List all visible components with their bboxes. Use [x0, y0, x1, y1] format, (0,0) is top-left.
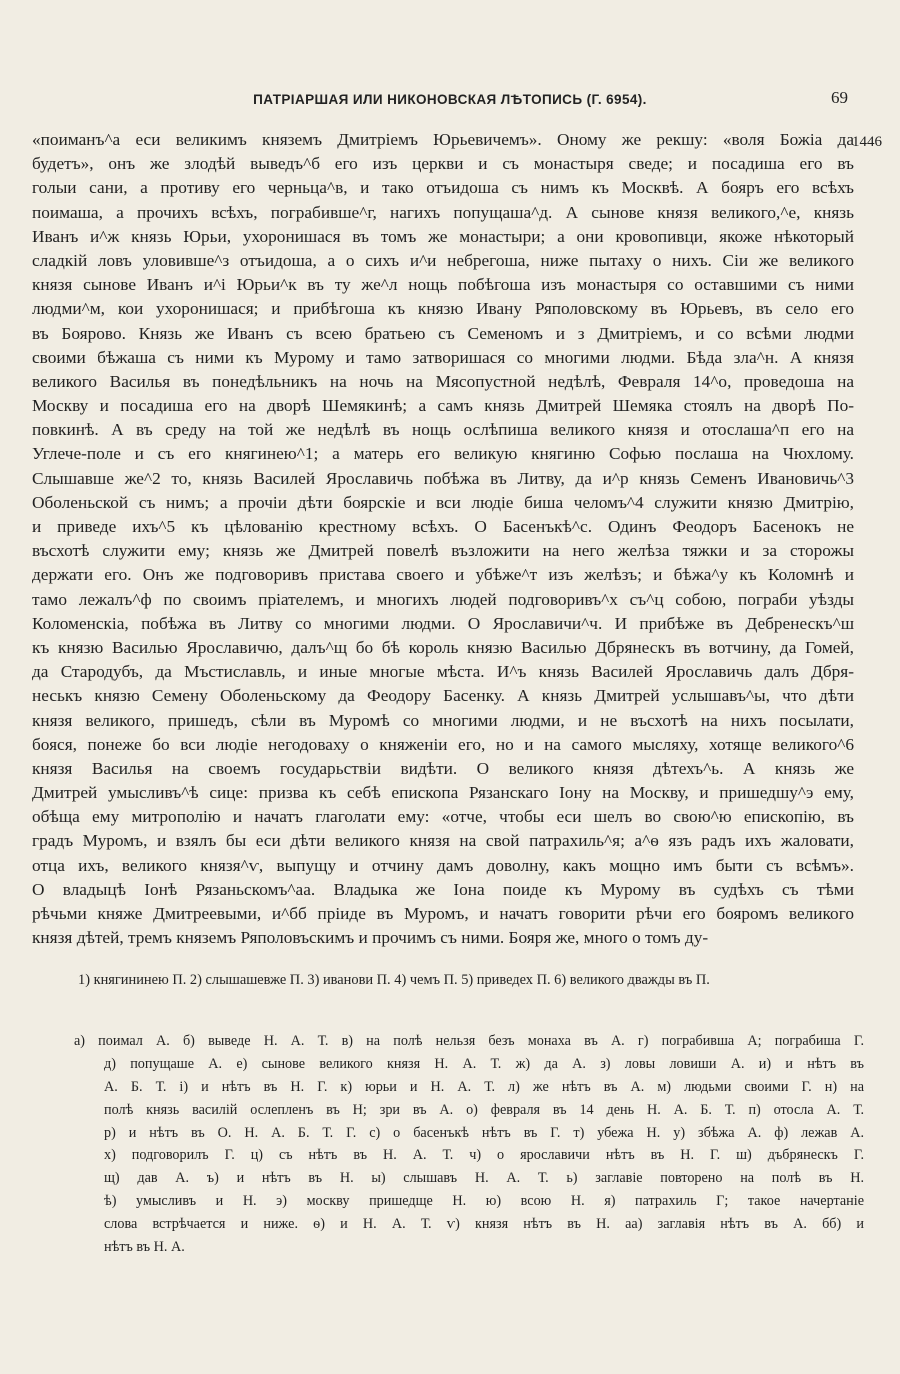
- text-line: Слышавше же^2 то, князь Василей Ярославичь побѣжа въ Литву, да и^р князь Семенъ Ивановичь^3: [32, 468, 854, 488]
- text-line: къ князю Василью Ярославичю, далъ^щ бо бѣ король князю Василью Дбрянескъ въ вотчину, да Гомей,: [32, 637, 854, 657]
- footnote-line: А. Б. Т. і) и нѣтъ въ Н. Г. к) юрьи и Н. А. Т. л) же нѣтъ въ А. м) людьми своими Г. н) на: [104, 1078, 864, 1095]
- text-line: повкинѣ. А въ среду на той же недѣлѣ въ нощь ослѣпиша великого князя и отослаша^п его на: [32, 420, 854, 440]
- text-line: князя сынове Иванъ и^і Юрьи^к въ ту же^л нощь побѣгоша изъ монастыря со оставшими съ ними: [32, 275, 854, 295]
- text-line: Иванъ и^ж князь Юрьи, ухоронишася въ томъ же монастыри; а они кровопивци, якоже нѣкоторый: [32, 226, 854, 246]
- text-line: держати его. Онъ же подговоривъ пристава своего и убѣже^т изъ желѣзъ; и бѣжа^у къ Коломнѣ и: [32, 565, 854, 585]
- page-header: [0, 88, 900, 118]
- text-line: князя великого, пришедъ, сѣли въ Муромѣ со многими людми, и не въсхотѣ на нихъ посылати,: [32, 710, 854, 730]
- footnote-line: полѣ князь василій ослепленъ въ Н; зри въ А. о) февраля въ 14 день Н. А. Б. Т. п) отосла А. Т.: [104, 1101, 864, 1118]
- chronicle-text: [32, 128, 854, 950]
- text-line: Углече-поле и съ его княгинею^1; а матерь его великую княгиню Софью послаша на Чюхлому.: [32, 444, 854, 464]
- running-title: ПАТРІАРШАЯ ИЛИ НИКОНОВСКАЯ ЛѢТОПИСЬ (Г. 6954).: [253, 92, 647, 107]
- text-line: будетъ», онъ же злодѣй выведъ^б его изъ церкви и съ монастыря сведе; и посадиша его въ: [32, 154, 854, 174]
- text-line: «поиманъ^а еси великимъ княземъ Дмитріемъ Юрьевичемъ». Оному же рекшу: «воля Божіа да: [32, 130, 854, 149]
- text-line: тамо лежалъ^ф по своимъ пріателемъ, и многихъ людей подговоривъ^х съ^ц собою, пограби уѣзды: [32, 589, 854, 609]
- letter-footnotes: [74, 1030, 864, 1259]
- text-line: Оболеньской съ нимъ; а прочіи дѣти боярскіе и вси людіе биша челомъ^4 служити князю Дмитрію,: [32, 492, 854, 512]
- text-line: обѣща ему митрополію и начатъ глаголати ему: «отче, чтобы еси шелъ во свою^ю епископію, въ: [32, 807, 854, 827]
- footnote-line: д) попущаше А. е) сынове великого князя Н. А. Т. ж) да А. з) ловы ловиши А. и) и нѣтъ въ: [104, 1055, 864, 1072]
- text-line: градъ Муромъ, и взялъ бы еси дѣти великого князя на свой патрахиль^я; а^ѳ язъ радъ ихъ жаловати,: [32, 831, 854, 851]
- text-line: Коломенскіа, побѣжа въ Литву со многими людми. О Ярославичи^ч. И прибѣже въ Дебренескъ^ш: [32, 613, 854, 633]
- text-line: сладкій ловъ уловивше^з отъидоша, а о сихъ и^и небрегоша, ниже пытаху о нихъ. Сіи же великого: [32, 250, 854, 270]
- text-line: бояся, понеже бо вси людіе негодоваху о княженіи его, но и на самого мысляху, хотяще великого^6: [32, 734, 854, 754]
- footnote-line: а) поимал А. б) выведе Н. А. Т. в) на полѣ нельзя безъ монаха въ А. г) пограбивша А; пограбиша Г.: [74, 1033, 864, 1049]
- text-line: Дмитрей умысливъ^ѣ сице: призва къ себѣ епископа Рязанскаго Іону на Москву, и пришедшу^э ему,: [32, 783, 854, 803]
- text-line: въ Боярово. Князь же Иванъ съ всею братьею съ Семеномъ и з Дмитріемъ, и со всѣми людми: [32, 323, 854, 343]
- numeric-footnotes: 1) княгининею П. 2) слышашевже П. 3) иванови П. 4) чемъ П. 5) приведех П. 6) великого дважды въ П.: [78, 972, 710, 988]
- text-line: въсхотѣ служити ему; князь же Дмитрей повелѣ възложити на него желѣза тяжки и за сторожы: [32, 541, 854, 561]
- footnote-line: р) и нѣтъ въ О. Н. А. Б. Т. Г. с) о басенъкѣ нѣтъ въ Г. т) убежа Н. у) збѣжа А. ф) лежав А.: [104, 1124, 864, 1141]
- footnote-line: щ) дав А. ъ) и нѣтъ въ Н. ы) слышавъ Н. А. Т. ь) заглавіе повторено на полѣ въ Н.: [104, 1170, 864, 1187]
- text-line: великого Василья въ понедѣльникъ на ночь на Мясопустной недѣлѣ, Февраля 14^о, проведоша на: [32, 371, 854, 391]
- margin-year: 1446: [852, 134, 882, 150]
- text-line: неськъ князю Семену Оболеньскому да Феодору Басенку. А князь Дмитрей услышавъ^ы, что дѣти: [32, 686, 854, 706]
- text-line: поимаша, а прочихъ всѣхъ, пограбивше^г, нагихъ попущаша^д. А сынове князя великого,^е, князь: [32, 202, 854, 222]
- footnote-line: ѣ) умысливъ и Н. э) москву пришедще Н. ю) всою Н. я) патрахиль Г; такое начертаніе: [104, 1193, 864, 1210]
- text-line: и приведе ихъ^5 къ цѣлованію крестному всѣхъ. О Басенъкѣ^с. Одинъ Феодоръ Басенокъ не: [32, 517, 854, 536]
- text-line: О владыцѣ Іонѣ Рязаньскомъ^аа. Владыка же Іона поиде къ Мурому въ судѣхъ съ тѣми: [32, 879, 854, 899]
- text-line: людми^м, кои ухоронишася; и прибѣгоша къ князю Ивану Ряполовскому въ Юрьевъ, въ село его: [32, 299, 854, 319]
- text-line: Москву и посадиша его на дворѣ Шемякинѣ; а самъ князь Дмитрей Шемяка стоялъ на дворѣ По-: [32, 396, 854, 416]
- footnote-line: нѣтъ въ Н. А.: [104, 1239, 185, 1256]
- text-line: рѣчьми княже Дмитреевыми, и^бб пріиде въ Муромъ, и начатъ говорити рѣчи его бояромъ великого: [32, 904, 854, 923]
- page-number: 69: [831, 88, 848, 107]
- text-line: князя дѣтей, тремъ княземъ Ряполовъскимъ и прочимъ съ ними. Бояря же, много о томъ ду-: [32, 928, 709, 948]
- text-line: отца ихъ, великого князя^ѵ, выпущу и отчину дамъ доволну, какъ мощно имъ быти съ всѣмъ».: [32, 855, 854, 875]
- text-line: да Стародубъ, да Мъстиславль, и иные многые мѣста. И^ъ князь Василей Ярославичь далъ Дбря-: [32, 662, 854, 682]
- footnote-line: х) подговорилъ Г. ц) съ нѣтъ въ Н. А. Т. ч) о ярославичи нѣтъ въ Н. Г. ш) дъбрянескъ Г.: [104, 1147, 864, 1164]
- text-line: голыи сани, а противу его черньца^в, и тако отъидоша съ нимъ къ Москвѣ. А бояръ его всѣхъ: [32, 178, 854, 198]
- footnote-line: слова встрѣчается и ниже. ѳ) и Н. А. Т. ѵ) князя нѣтъ въ Н. аа) заглавія нѣтъ въ А. бб) и: [104, 1216, 864, 1233]
- text-line: своими бѣжаша съ ними къ Мурому и тамо затворишася со многими людми. Бѣда зла^н. А князя: [32, 347, 854, 367]
- text-line: князя Василья на своемъ государьствіи видѣти. О великого князя дѣтехъ^ь. А князь же: [32, 758, 854, 778]
